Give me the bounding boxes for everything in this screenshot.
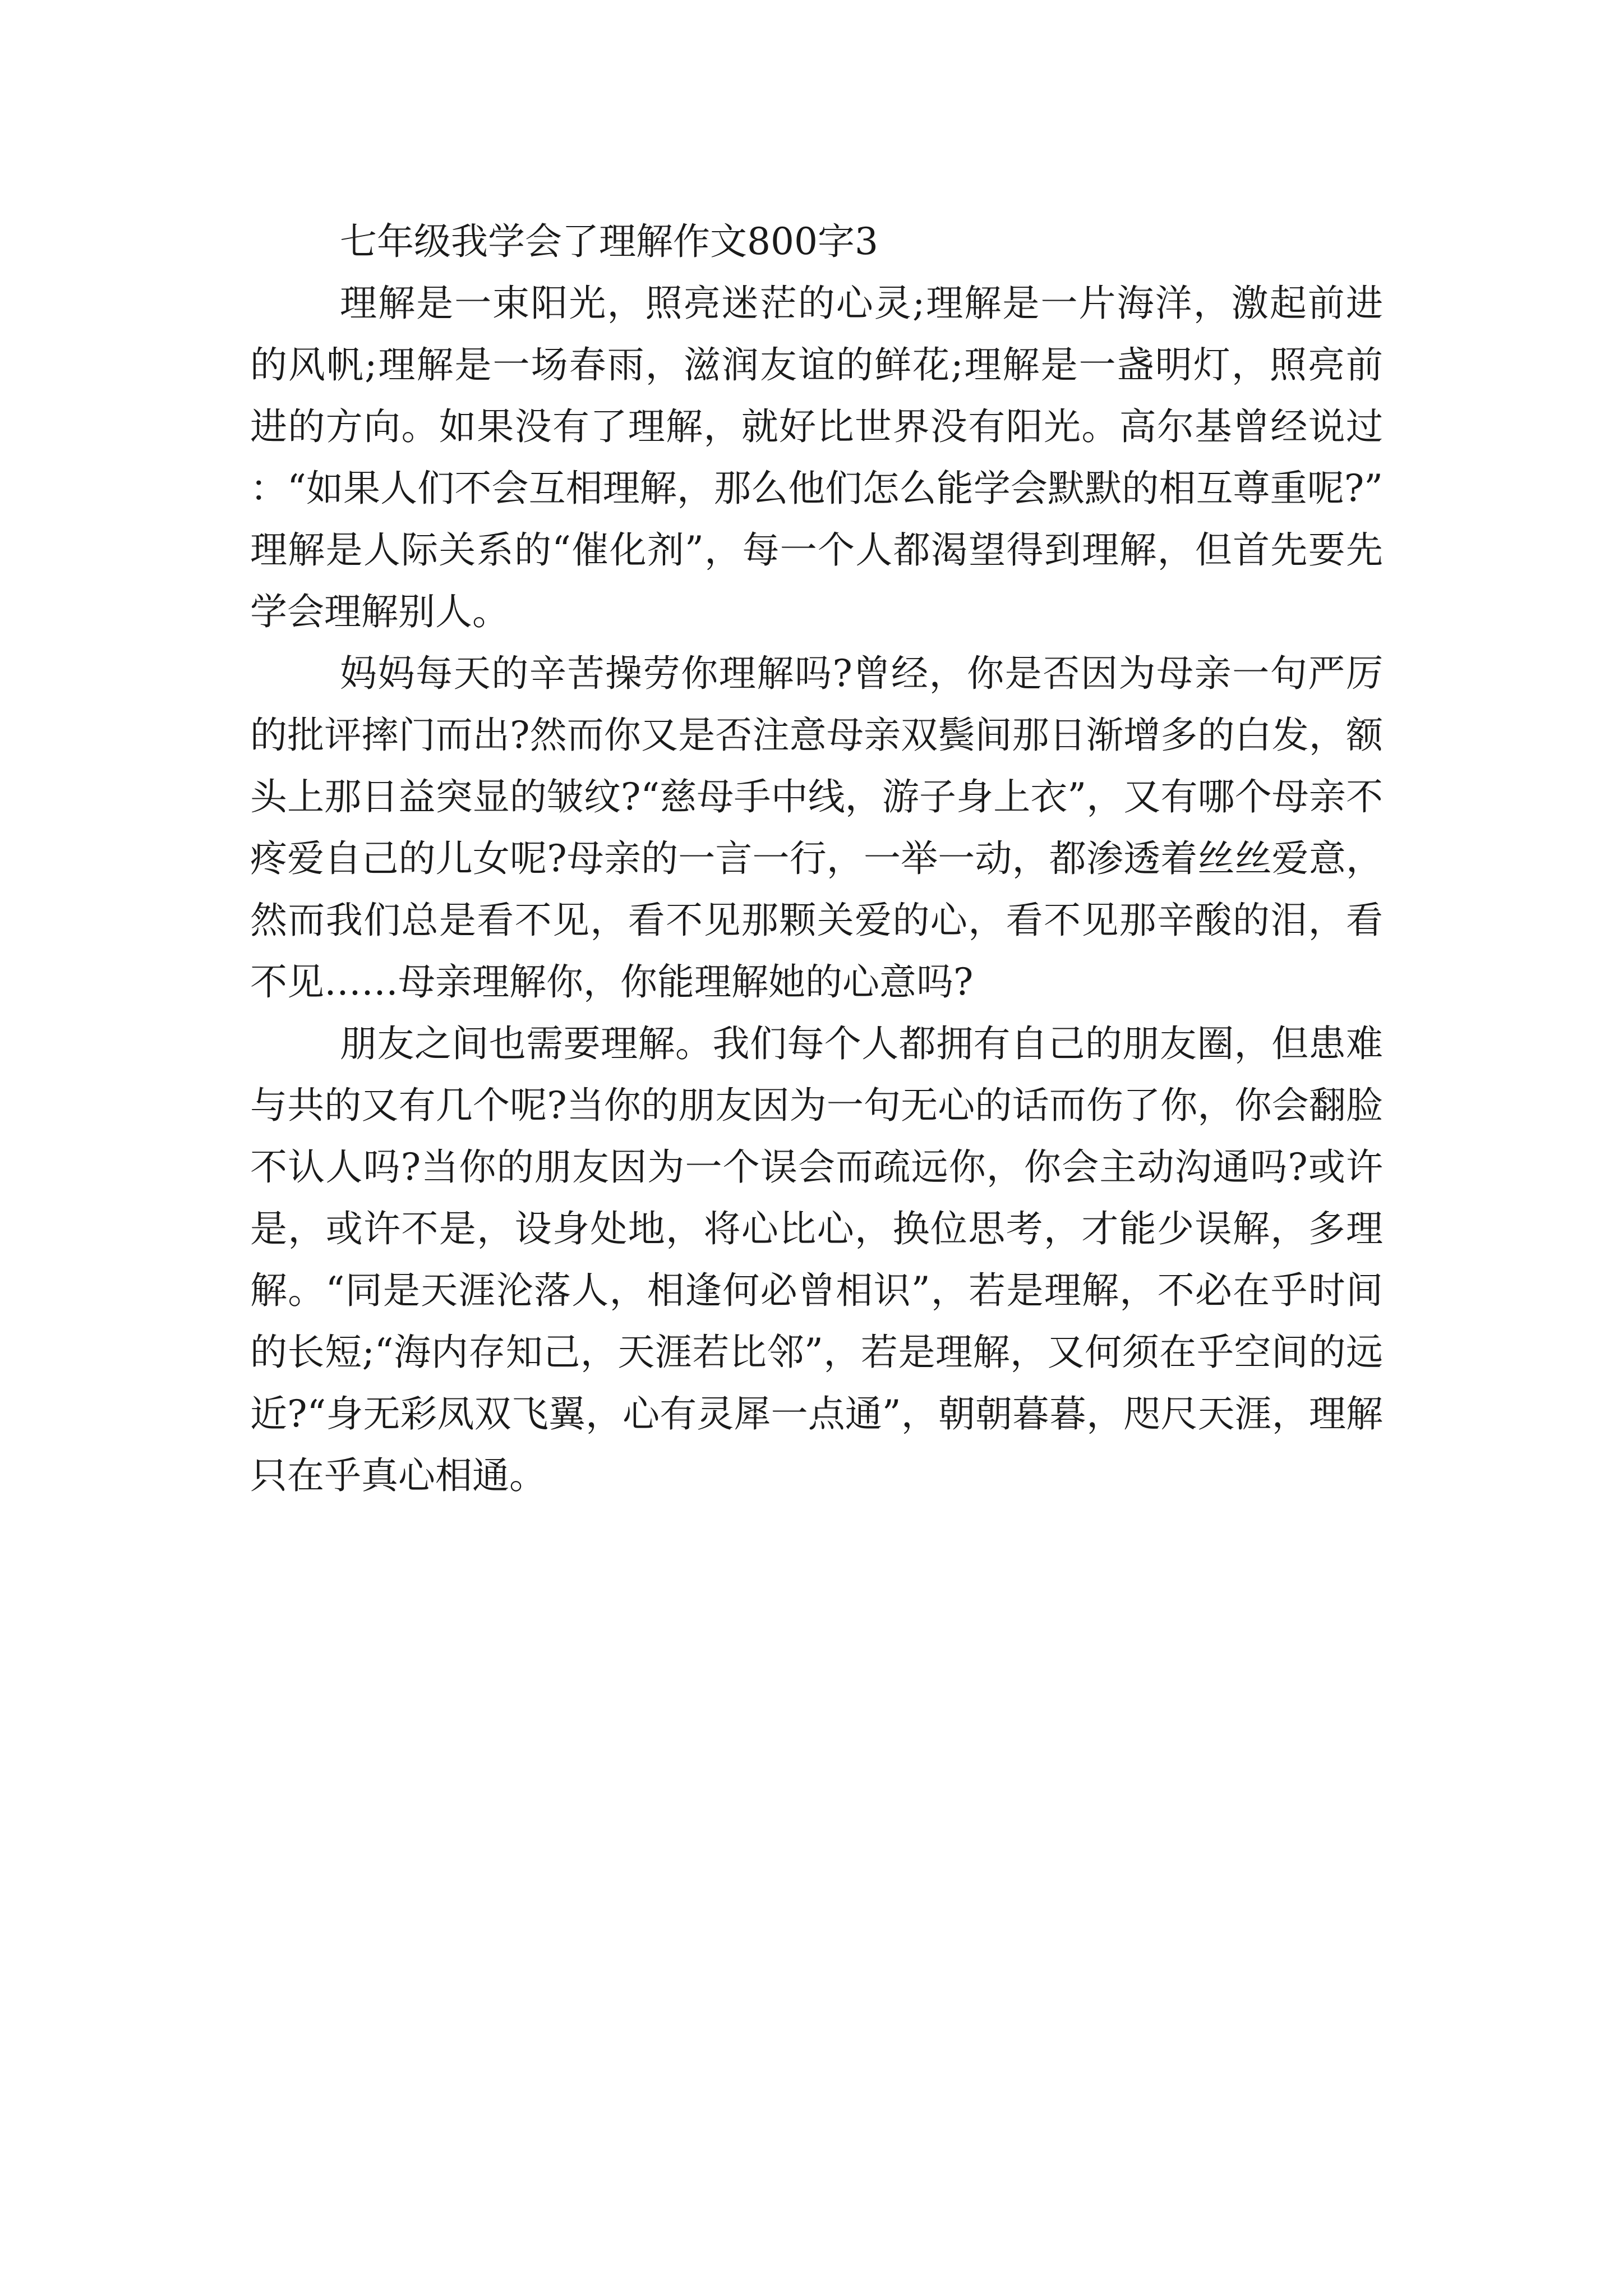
paragraph-friends: 朋友之间也需要理解。我们每个人都拥有自己的朋友圈，但患难与共的又有几个呢?当你的朋友因为一句无心的话而伤了你，你会翻脸不认人吗?当你的朋友因为一个误会而疏远你，你会主动沟通吗?或许是，或许不是，设身处地，将心比心，换位思考，才能少误解，多理解。“同是天涯沦落人，相逢何必曾相识”，若是理解，不必在乎时间的长短;“海内存知己，天涯若比邻”，若是理解，又何须在乎空间的远近?“身无彩凤双飞翼，心有灵犀一点通”，朝朝暮暮，咫尺天涯，理解只在乎真心相通。	[250, 1022, 1383, 1497]
paragraph-mother: 妈妈每天的辛苦操劳你理解吗?曾经，你是否因为母亲一句严厉的批评摔门而出?然而你又是否注意母亲双鬓间那日渐增多的白发，额头上那日益突显的皱纹?“慈母手中线，游子身上衣”，又有哪个母亲不疼爱自己的儿女呢?母亲的一言一行，一举一动，都渗透着丝丝爱意，然而我们总是看不见，看不见那颗关爱的心，看不见那辛酸的泪，看不见……母亲理解你，你能理解她的心意吗?	[250, 652, 1383, 1004]
document-title: 七年级我学会了理解作文800字3	[340, 220, 878, 263]
paragraph-intro: 理解是一束阳光，照亮迷茫的心灵;理解是一片海洋，激起前进的风帆;理解是一场春雨，滋润友谊的鲜花;理解是一盏明灯，照亮前进的方向。如果没有了理解，就好比世界没有阳光。高尔基曾经说过：“如果人们不会互相理解，那么他们怎么能学会默默的相互尊重呢?”理解是人际关系的“催化剂”，每一个人都渴望得到理解，但首先要先学会理解别人。	[250, 282, 1383, 633]
document-body	[250, 211, 1383, 1507]
